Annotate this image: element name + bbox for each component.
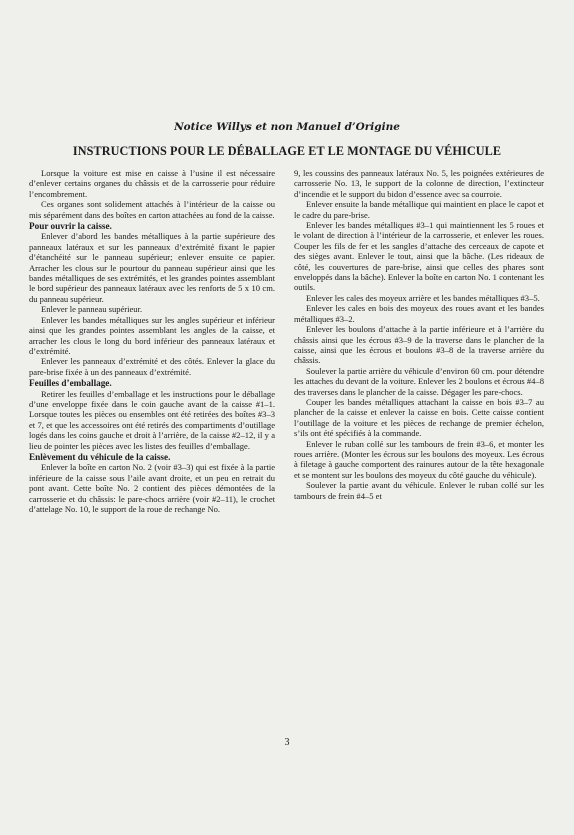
- section-heading: Feuilles d’emballage.: [29, 378, 112, 389]
- paragraph: Enlever les cales en bois des moyeux des roues avant et les bandes métalliques #3–2.: [294, 303, 544, 324]
- paragraph: Enlever les bandes métalliques sur les angles supérieur et inférieur ainsi que les grandes pointes assemblant les angles de la caisse, et arracher les clous le long du bord inférieur des panneaux latéraux et d’extrémité.: [29, 314, 275, 356]
- paragraph: Lorsque la voiture est mise en caisse à l’usine il est nécessaire d’enlever certains organes du châssis et de la carrosserie pour réduire l’encombrement.: [29, 168, 275, 199]
- paragraph: Ces organes sont solidement attachés à l’intérieur de la caisse ou mis séparément dans des boîtes en carton attachées au fond de la caisse.: [29, 199, 275, 220]
- paragraph: Retirer les feuilles d’emballage et les instructions pour le déballage d’une enveloppe fixée dans le coin gauche avant de la caisse #1–1. Lorsque toutes les pièces ou ensembles ont été retirées des boîtes #3–3 et 7, et que les accessoires ont été retirés des compartiments d’outillage logés dans les coins gauche et droit à l’arrière, de la caisse #2–12, il y a lieu de pointer les pièces avec les listes des feuilles d’emballage.: [29, 388, 275, 451]
- paragraph: Enlever les cales des moyeux arrière et les bandes métalliques #3–5.: [306, 292, 540, 303]
- paragraph: 9, les coussins des panneaux latéraux No. 5, les poignées extérieures de carrosserie No. 13, le support de la colonne de direction, l’extincteur d’incendie et le support du bidon d’essence avec sa courroie.: [294, 168, 544, 199]
- paragraph: Enlever les bandes métalliques #3–1 qui maintiennent les 5 roues et le volant de direction à l’intérieur de la carrosserie, et enlever les roues. Couper les fils de fer et les sangles d’attache des cerceaux de capote et des sièges avant. Enlever le tout, ainsi que la bâche. (Les rideaux de côté, les couvertures de pare-brise, ainsi que celles des phares sont enveloppés dans la bâche). Enlever la boîte en carton No. 1 contenant les outils.: [294, 220, 544, 293]
- section-heading: Pour ouvrir la caisse.: [29, 221, 112, 232]
- page-title: INSTRUCTIONS POUR LE DÉBALLAGE ET LE MONTAGE DU VÉHICULE: [72, 144, 502, 158]
- paragraph: Enlever les boulons d’attache à la partie inférieure et à l’arrière du châssis ainsi que les écrous #3–9 de la traverse dans le plancher de la caisse, ainsi que les écrous et boulons #3–8 de la traverse arrière du châssis.: [294, 324, 544, 366]
- paragraph: Enlever d’abord les bandes métalliques à la partie supérieure des panneaux latéraux et sur les panneaux d’extrémité fixant le papier d’étanchéité sur le panneau supérieur; enlever ensuite ce papier. Arracher les clous sur le pourtour du panneau supérieur ainsi que les bandes métalliques de ses extrémités, et les grandes pointes assemblant le bord supérieur des panneaux latéraux avec les renforts de 5 x 10 cm. du panneau supérieur.: [29, 231, 275, 304]
- paragraph: Soulever la partie avant du véhicule. Enlever le ruban collé sur les tambours de frein #4–5 et: [294, 480, 544, 501]
- paragraph: Enlever la boîte en carton No. 2 (voir #3–3) qui est fixée à la partie inférieure de la caisse sous l’aile avant droite, et un peu en retrait du pont avant. Cette boîte No. 2 contient des pièces démontées de la carrosserie et du châssis: le pare-chocs arrière (voir #2–11), le crochet d’attelage No. 10, le support de la roue de rechange No.: [29, 462, 275, 514]
- paragraph: Soulever la partie arrière du véhicule d’environ 60 cm. pour détendre les attaches du devant de la voiture. Enlever les 2 boulons et écrous #4–8 des traverses dans le plancher de la caisse. Dégager les pare-chocs.: [294, 365, 544, 397]
- paragraph: Enlever le panneau supérieur.: [41, 304, 143, 315]
- section-heading: Enlèvement du véhicule de la caisse.: [29, 451, 171, 462]
- paragraph: Couper les bandes métalliques attachant la caisse en bois #3–7 au plancher de la caisse et enlever la caisse en bois. Cette caisse contient l’outillage de la voiture et les pièces de rechange de premier échelon, s’ils ont été spécifiés à la commande.: [294, 396, 544, 439]
- right-column: [294, 168, 544, 501]
- paragraph: Enlever ensuite la bande métallique qui maintient en place le capot et le cadre du pare-brise.: [294, 199, 544, 220]
- notice-line: Notice Willys et non Manuel d’Origine: [174, 121, 400, 133]
- paragraph: Enlever les panneaux d’extrémité et des côtés. Enlever la glace du pare-brise fixée à un des panneaux d’extrémité.: [29, 356, 275, 377]
- paragraph: Enlever le ruban collé sur les tambours de frein #3–6, et monter les roues arrière. (Monter les écrous sur les boulons des moyeux. Les écrous à filetage à gauche comportent des rainures autour de la tête hexagonale et se montent sur les boulons des moyeux du côté gauche du véhicule).: [294, 438, 544, 480]
- left-column: [29, 168, 275, 514]
- page-number: 3: [284, 737, 290, 748]
